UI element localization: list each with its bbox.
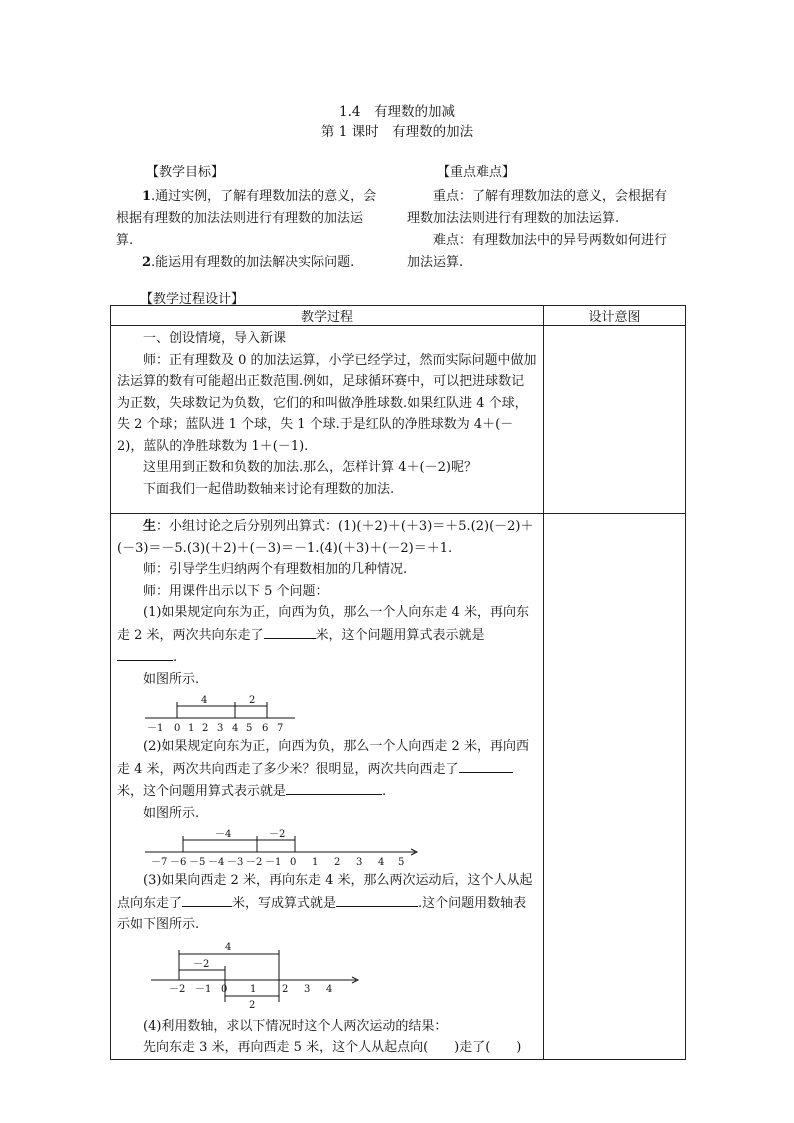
intent-cell-2 xyxy=(544,514,686,1060)
section2-p3: 师：用课件出示以下 5 个问题： xyxy=(143,583,329,599)
q3-text-b: 米，写成算式就是 xyxy=(232,895,337,911)
objective-1-text: .通过实例，了解有理数加法的意义，会根据有理数的加法法则进行有理数的加法运算. xyxy=(116,189,377,248)
question-1 xyxy=(117,602,537,669)
tick-label: 5 xyxy=(246,723,253,734)
tick-label: 2 xyxy=(282,983,289,995)
tick-label: 5 xyxy=(398,857,405,868)
section1-p1: 师：正有理数及 0 的加法运算，小学已经学过，然而实际问题中做加法运算的数有可能超出正数范围.例如，足球循环赛中，可以把进球数记为正数，失球数记为负数，它们的和叫做净胜球数.如果红队进 4 个球，失 2 个球；蓝队进 1 个球，失 1 个球.于是红队的净胜球数为 4＋(－2)，蓝队的净胜球数为 1＋(－1). xyxy=(117,352,537,454)
q3-blank-2[interactable] xyxy=(336,892,418,907)
figure-caption-1: 如图所示. xyxy=(143,671,200,687)
process-heading: 【教学过程设计】 xyxy=(140,292,245,307)
bracket-label: －4 xyxy=(215,829,232,840)
q1-text-b: 米，这个问题用算式表示就是 xyxy=(315,627,485,643)
objective-1-num: 1 xyxy=(142,189,152,204)
objectives-block xyxy=(116,162,378,274)
process-table xyxy=(110,305,686,1060)
objective-2 xyxy=(116,252,378,274)
student-label: 生 xyxy=(143,519,157,534)
number-line-3 xyxy=(151,938,371,1014)
q1-text-a: (1)如果规定向东为正，向西为负，那么一个人向东走 4 米，再向东走 2 米，两次共向东走了 xyxy=(117,605,529,643)
tick-label: 4 xyxy=(378,857,385,868)
tick-label: 6 xyxy=(262,723,269,734)
tick-label: －1 xyxy=(147,723,164,734)
table-header-row xyxy=(111,306,686,326)
objective-2-text: .能运用有理数的加法解决实际问题. xyxy=(151,255,355,270)
tick-label: 2 xyxy=(202,723,209,734)
q1-text-c: . xyxy=(173,650,178,665)
tick-label: 0 xyxy=(221,983,228,995)
tick-label: 3 xyxy=(304,983,311,995)
q2-blank-2[interactable] xyxy=(286,780,382,795)
tick-label: 4 xyxy=(326,983,333,995)
section1-p3: 下面我们一起借助数轴来讨论有理数的加法. xyxy=(143,481,395,497)
question-4: (4)利用数轴，求以下情况时这个人两次运动的结果： xyxy=(143,1018,448,1034)
key-points-heading: 【重点难点】 xyxy=(437,165,516,180)
q3-text-c: .这个问题用数轴表示如下图所示. xyxy=(117,895,527,932)
tick-label: 3 xyxy=(356,857,363,868)
table-row xyxy=(111,326,686,514)
section1-heading: 一、创设情境，导入新课 xyxy=(143,331,287,346)
tick-label: 1 xyxy=(312,857,319,868)
section2-p2: 师：引导学生归纳两个有理数相加的几种情况. xyxy=(143,562,408,577)
number-line-2 xyxy=(145,826,425,868)
tick-label: －3 xyxy=(227,857,244,868)
tick-label: 0 xyxy=(290,857,297,868)
key-points-block xyxy=(407,162,677,274)
bracket-label: －2 xyxy=(193,958,210,970)
tick-label: 4 xyxy=(232,723,239,734)
q2-text-b: 米，这个问题用算式表示就是 xyxy=(117,784,287,799)
page-title: 1.4 有理数的加减 xyxy=(339,104,455,120)
number-line-1 xyxy=(145,692,305,734)
q2-blank-1[interactable] xyxy=(459,758,513,773)
table-row xyxy=(111,514,686,1060)
tick-label: －4 xyxy=(208,857,225,868)
key-point-focus: 重点：了解有理数加法的意义，会根据有理数加法法则进行有理数的加法运算. xyxy=(407,189,668,226)
intent-cell-1 xyxy=(544,326,686,514)
figure-caption-2: 如图所示. xyxy=(143,805,200,821)
process-cell-2 xyxy=(111,514,544,1060)
q2-text-a: (2)如果规定向东为正，向西为负，那么一个人向西走 2 米，再向西走 4 米，两次共向西走了多少米？很明显，两次共向西走了 xyxy=(117,739,529,777)
tick-label: 1 xyxy=(188,723,195,734)
section2-p1-text: ：小组讨论之后分别列出算式：(1)(＋2)＋(＋3)＝＋5.(2)(－2)＋(－3)＝－5.(3)(＋2)＋(－3)＝－1.(4)(＋3)＋(－2)＝＋1. xyxy=(117,519,534,556)
tick-label: －5 xyxy=(189,857,206,868)
bracket-label: 2 xyxy=(249,999,256,1011)
tick-label: －2 xyxy=(169,983,186,995)
objective-2-num: 2 xyxy=(142,255,152,270)
bracket-label: 4 xyxy=(201,695,208,706)
q1-blank-1[interactable] xyxy=(264,624,316,639)
section1-p2: 这里用到正数和负数的加法.那么，怎样计算 4＋(－2)呢？ xyxy=(143,460,477,475)
question-4a: 先向东走 3 米，再向西走 5 米，这个人从起点向( )走了( ) xyxy=(143,1040,522,1055)
objective-1 xyxy=(116,186,378,252)
process-cell-1 xyxy=(111,326,544,514)
col-header-process: 教学过程 xyxy=(111,306,544,326)
page-subtitle: 第 1 课时 有理数的加法 xyxy=(320,124,474,140)
q3-blank-1[interactable] xyxy=(182,892,232,907)
section2-p1 xyxy=(117,516,537,559)
tick-label: －6 xyxy=(170,857,187,868)
tick-label: 1 xyxy=(250,983,257,995)
tick-label: －2 xyxy=(246,857,263,868)
tick-label: －7 xyxy=(151,857,168,868)
bracket-label: 4 xyxy=(225,941,232,953)
bracket-label: －2 xyxy=(269,829,286,840)
col-header-intent: 设计意图 xyxy=(544,306,686,326)
q2-text-c: . xyxy=(382,784,387,799)
tick-label: 2 xyxy=(334,857,341,868)
tick-label: 0 xyxy=(174,723,181,734)
q1-blank-2[interactable] xyxy=(117,646,173,661)
q3-text-a: (3)如果向西走 2 米，再向东走 4 米，那么两次运动后，这个人从起点向东走了 xyxy=(117,873,533,911)
tick-label: －1 xyxy=(195,983,212,995)
tick-label: 3 xyxy=(217,723,224,734)
objectives-heading: 【教学目标】 xyxy=(146,165,225,180)
question-2 xyxy=(117,736,537,803)
bracket-label: 2 xyxy=(249,695,256,706)
tick-label: －1 xyxy=(265,857,282,868)
key-point-difficulty: 难点：有理数加法中的异号两数如何进行加法运算. xyxy=(407,233,668,270)
tick-label: 7 xyxy=(277,723,284,734)
question-3 xyxy=(117,870,537,936)
